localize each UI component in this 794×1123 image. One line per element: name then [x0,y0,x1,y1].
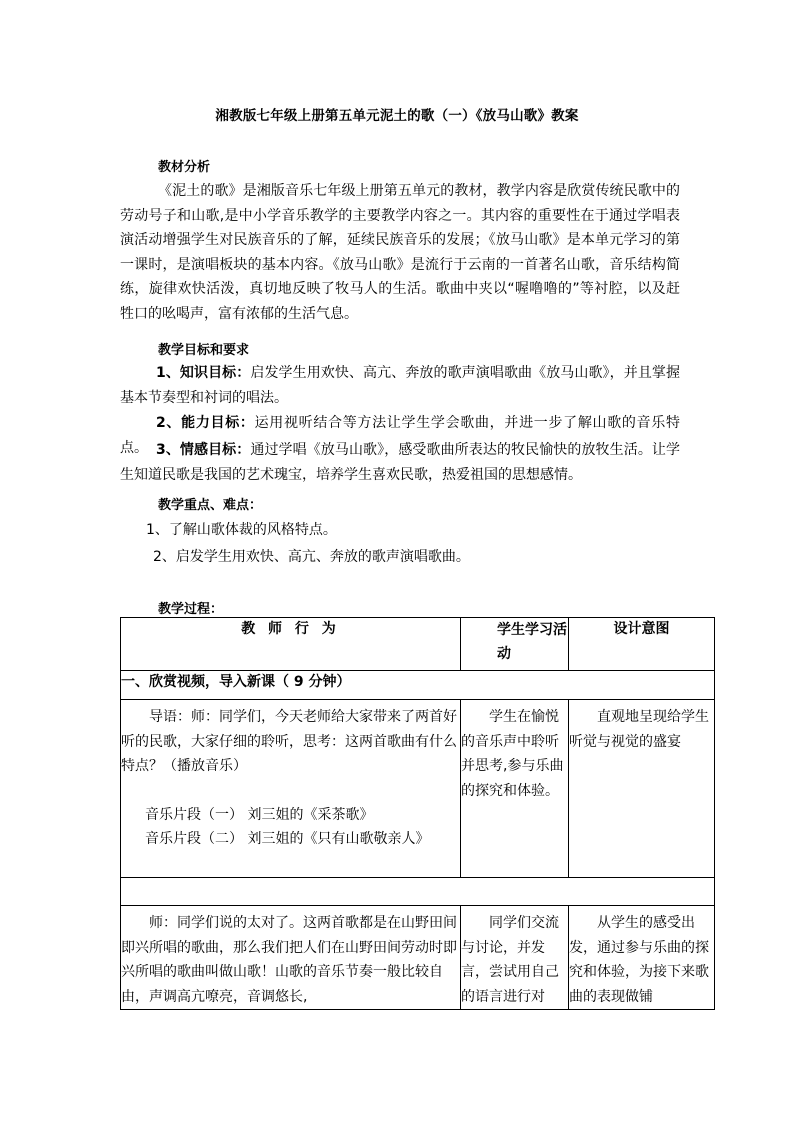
teacher-cell [121,906,461,1010]
header-teacher: 教 师 行 为 [121,618,461,671]
teacher-explanation: 师：同学们说的太对了。这两首歌都是在山野田间即兴所唱的歌曲，那么我们把人们在山野田间劳动时即兴所唱的歌曲叫做山歌！山歌的音乐节奏一般比较自由，声调高亢嘹亮，音调悠长, [121,915,457,1005]
analysis-heading: 教材分析 [158,160,211,175]
document-title: 湘教版七年级上册第五单元泥土的歌（一）《放马山歌》教案 [215,108,579,124]
focus-item: 2、启发学生用欢快、高亢、奔放的歌声演唱歌曲。 [153,549,470,565]
header-intent: 设计意图 [569,618,715,671]
goal-text: 启发学生用欢快、高亢、奔放的歌声演唱歌曲《放马山歌》，并且掌握基本节奏型和衬词的唱法。 [120,365,680,406]
goal-text: 通过学唱《放马山歌》，感受歌曲所表达的牧民愉快的放牧生活。让学生知道民歌是我国的艺术瑰宝，培养学生喜欢民歌，热爱祖国的思想感情。 [120,442,680,483]
analysis-paragraph: 《泥土的歌》是湘版音乐七年级上册第五单元的教材，教学内容是欣赏传统民歌中的劳动号子和山歌,是中小学音乐教学的主要教学内容之一。其内容的重要性在于通过学唱表演活动增强学生对民族音乐的了解，延续民族音乐的发展；《放马山歌》是本单元学习的第一课时，是演唱板块的基本内容。《放马山歌》是流行于云南的一首著名山歌，音乐结构简练，旋律欢快活泼，真切地反映了牧马人的生活。歌曲中夹以“喔噜噜的”等衬腔，以及赶牲口的吆喝声，富有浓郁的生活气息。 [120,183,680,322]
design-intent: 从学生的感受出发，通过参与乐曲的探究和体验，为接下来歌曲的表现做铺 [569,915,709,1005]
phase-row [121,671,715,700]
table-row [121,906,715,1010]
student-cell [461,700,569,878]
music-clip-1: 音乐片段（一） 刘三姐的《采茶歌》 [145,806,374,823]
focus-heading: 教学重点、难点： [158,498,263,513]
process-table [120,617,715,1010]
teacher-cell [121,700,461,878]
table-row [121,700,715,878]
intent-cell [569,906,715,1010]
design-intent: 直观地呈现给学生听觉与视觉的盛宴 [569,709,709,750]
goal-knowledge [120,361,680,410]
process-heading: 教学过程： [158,602,224,617]
header-student: 学生学习活动 [461,618,569,671]
phase-title: 一、欣赏视频，导入新课（ 9 分钟） [121,671,715,700]
student-cell [461,906,569,1010]
goal-label: 2、能力目标： [156,415,255,431]
goals-heading: 教学目标和要求 [158,343,250,358]
student-activity: 学生在愉悦的音乐声中聆听并思考,参与乐曲的探究和体验。 [461,709,564,799]
intent-cell [569,700,715,878]
focus-item: 1、了解山歌体裁的风格特点。 [146,522,337,538]
goal-text: 运用视听结合等方法让学生学会歌曲，并进一步了解山歌的音乐特点。 [120,415,680,456]
goal-label: 3、情感目标： [156,442,251,458]
student-activity: 同学们交流与讨论，并发言，尝试用自己的语言进行对 [461,915,559,1005]
goal-label: 1、知识目标： [156,365,251,381]
empty-cell [121,878,715,906]
table-header-row [121,618,715,671]
teacher-intro: 导语：师：同学们，今天老师给大家带来了两首好听的民歌，大家仔细的聆听，思考：这两首歌曲有什么特点？（播放音乐） [121,709,457,774]
music-clip-2: 音乐片段（二） 刘三姐的《只有山歌敬亲人》 [145,831,430,847]
table-row-empty [121,878,715,906]
goal-emotion [120,438,680,487]
